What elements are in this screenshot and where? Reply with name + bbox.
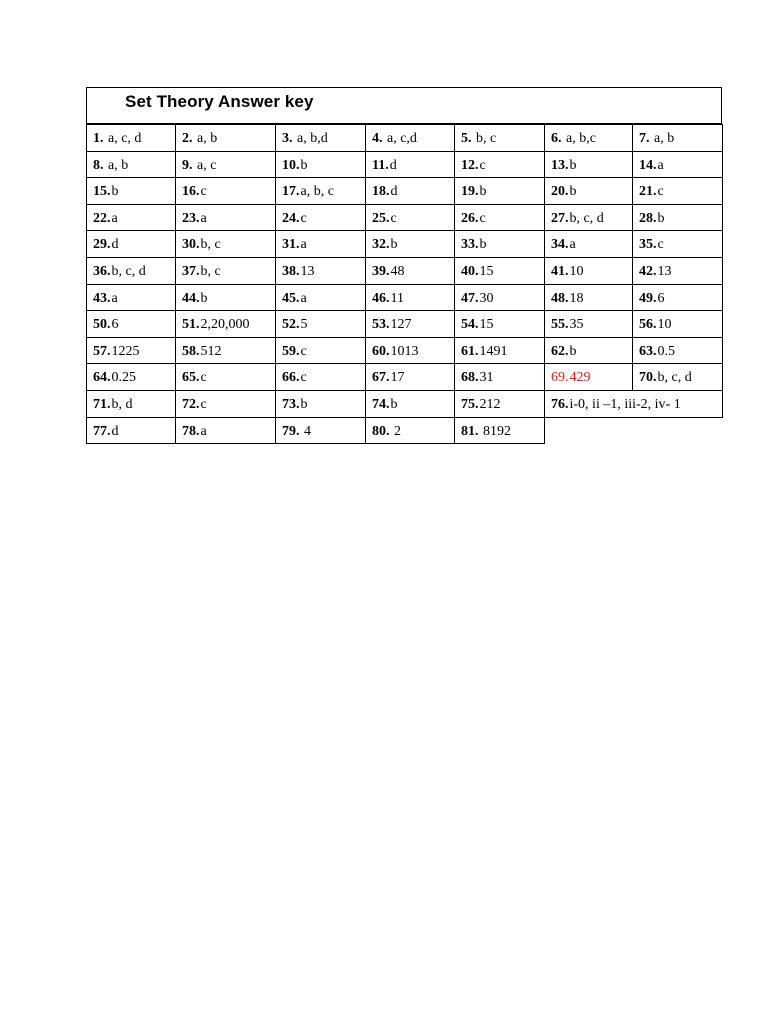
answer-value: b, c, d xyxy=(569,211,604,226)
question-number: 43. xyxy=(93,291,111,306)
question-number: 38. xyxy=(282,264,300,279)
question-number: 18. xyxy=(372,184,390,199)
answer-cell xyxy=(365,337,455,364)
question-number: 32. xyxy=(372,237,390,252)
answer-value: a xyxy=(569,237,576,252)
answer-value: 35 xyxy=(569,317,584,332)
answer-value: a xyxy=(300,291,307,306)
answer-cell xyxy=(275,204,366,231)
question-number: 54. xyxy=(461,317,479,332)
answer-cell xyxy=(365,257,455,285)
question-number: 65. xyxy=(182,370,200,385)
answer-value: b xyxy=(569,344,577,359)
question-number: 29. xyxy=(93,237,111,252)
answer-cell xyxy=(86,390,176,418)
answer-cell xyxy=(86,417,176,444)
answer-value: 8192 xyxy=(479,424,511,439)
answer-value: 17 xyxy=(390,370,405,385)
question-number: 44. xyxy=(182,291,200,306)
answer-value: b xyxy=(300,397,308,412)
question-number: 81. xyxy=(461,424,479,439)
answer-cell xyxy=(544,230,633,258)
answer-value: c xyxy=(479,211,486,226)
answer-value: 1491 xyxy=(479,344,508,359)
question-number: 42. xyxy=(639,264,657,279)
answer-value: c xyxy=(657,184,664,199)
answer-cell xyxy=(175,230,276,258)
answer-cell xyxy=(175,151,276,178)
answer-cell xyxy=(365,230,455,258)
question-number: 47. xyxy=(461,291,479,306)
question-number: 64. xyxy=(93,370,111,385)
answer-value: b xyxy=(300,158,308,173)
question-number: 41. xyxy=(551,264,569,279)
answer-cell xyxy=(454,177,545,205)
answer-value: a xyxy=(200,424,207,439)
answer-cell xyxy=(544,337,633,364)
answer-value: 11 xyxy=(390,291,404,306)
answer-cell xyxy=(632,363,723,391)
answer-value: 212 xyxy=(479,397,501,412)
answer-cell xyxy=(86,363,176,391)
question-number: 70. xyxy=(639,370,657,385)
question-number: 14. xyxy=(639,158,657,173)
answer-value: 13 xyxy=(657,264,672,279)
question-number: 2. xyxy=(182,131,193,146)
question-number: 62. xyxy=(551,344,569,359)
answer-value: c xyxy=(390,211,397,226)
question-number: 61. xyxy=(461,344,479,359)
answer-value: 1225 xyxy=(111,344,140,359)
question-number: 1. xyxy=(93,131,104,146)
answer-value: 30 xyxy=(479,291,494,306)
answer-value: b xyxy=(111,184,119,199)
question-number: 60. xyxy=(372,344,390,359)
question-number: 28. xyxy=(639,211,657,226)
question-number: 23. xyxy=(182,211,200,226)
answer-value: a, b xyxy=(104,158,129,173)
answer-value: b xyxy=(569,158,577,173)
answer-cell xyxy=(175,337,276,364)
answer-value: a, c xyxy=(193,158,217,173)
answer-value: b xyxy=(390,397,398,412)
question-number: 45. xyxy=(282,291,300,306)
question-number: 33. xyxy=(461,237,479,252)
answer-cell xyxy=(454,417,545,444)
answer-cell xyxy=(275,390,366,418)
answer-cell xyxy=(632,151,723,178)
question-number: 71. xyxy=(93,397,111,412)
question-number: 72. xyxy=(182,397,200,412)
answer-cell xyxy=(544,363,633,391)
answer-cell xyxy=(175,257,276,285)
question-number: 59. xyxy=(282,344,300,359)
question-number: 25. xyxy=(372,211,390,226)
answer-cell xyxy=(275,417,366,444)
answer-cell xyxy=(86,124,176,152)
answer-cell xyxy=(275,124,366,152)
question-number: 69. xyxy=(551,370,569,385)
question-number: 78. xyxy=(182,424,200,439)
answer-cell xyxy=(175,310,276,338)
answer-value: b, c xyxy=(200,237,221,252)
answer-value: b, c xyxy=(472,131,497,146)
answer-value: 2,20,000 xyxy=(200,317,250,332)
answer-cell xyxy=(544,310,633,338)
answer-cell xyxy=(275,177,366,205)
question-number: 80. xyxy=(372,424,390,439)
answer-value: 5 xyxy=(300,317,308,332)
answer-value: 18 xyxy=(569,291,584,306)
question-number: 5. xyxy=(461,131,472,146)
question-number: 57. xyxy=(93,344,111,359)
question-number: 9. xyxy=(182,158,193,173)
question-number: 49. xyxy=(639,291,657,306)
question-number: 40. xyxy=(461,264,479,279)
question-number: 68. xyxy=(461,370,479,385)
question-number: 12. xyxy=(461,158,479,173)
answer-value: 15 xyxy=(479,317,494,332)
answer-value: a, b,d xyxy=(293,131,328,146)
answer-value: 15 xyxy=(479,264,494,279)
answer-cell xyxy=(175,204,276,231)
answer-cell xyxy=(365,177,455,205)
answer-value: 10 xyxy=(569,264,584,279)
question-number: 26. xyxy=(461,211,479,226)
question-number: 53. xyxy=(372,317,390,332)
answer-cell xyxy=(365,417,455,444)
answer-cell xyxy=(544,151,633,178)
answer-value: 429 xyxy=(569,370,591,385)
answer-value: 13 xyxy=(300,264,315,279)
answer-cell xyxy=(632,337,723,364)
answer-cell xyxy=(365,390,455,418)
question-number: 50. xyxy=(93,317,111,332)
answer-cell xyxy=(632,230,723,258)
question-number: 17. xyxy=(282,184,300,199)
question-number: 20. xyxy=(551,184,569,199)
answer-cell xyxy=(544,390,723,418)
question-number: 63. xyxy=(639,344,657,359)
answer-cell xyxy=(86,310,176,338)
answer-value: a, b,c xyxy=(562,131,596,146)
answer-cell xyxy=(544,257,633,285)
answer-value: i-0, ii –1, iii-2, iv- 1 xyxy=(569,397,681,412)
answer-cell xyxy=(365,284,455,311)
answer-cell xyxy=(275,230,366,258)
question-number: 39. xyxy=(372,264,390,279)
answer-cell xyxy=(454,230,545,258)
question-number: 34. xyxy=(551,237,569,252)
question-number: 7. xyxy=(639,131,650,146)
answer-cell xyxy=(365,151,455,178)
answer-cell xyxy=(275,284,366,311)
answer-value: c xyxy=(300,370,307,385)
answer-value: c xyxy=(300,344,307,359)
answer-cell xyxy=(454,337,545,364)
answer-value: b, d xyxy=(111,397,133,412)
question-number: 24. xyxy=(282,211,300,226)
answer-cell xyxy=(454,204,545,231)
answer-value: c xyxy=(479,158,486,173)
answer-cell xyxy=(86,151,176,178)
answer-value: 6 xyxy=(111,317,119,332)
answer-cell xyxy=(632,284,723,311)
answer-value: 48 xyxy=(390,264,405,279)
answer-cell xyxy=(365,204,455,231)
question-number: 73. xyxy=(282,397,300,412)
answer-value: 512 xyxy=(200,344,222,359)
answer-cell xyxy=(275,363,366,391)
answer-cell xyxy=(544,177,633,205)
question-number: 15. xyxy=(93,184,111,199)
answer-cell xyxy=(454,284,545,311)
answer-value: b, c, d xyxy=(657,370,692,385)
answer-cell xyxy=(175,363,276,391)
answer-cell xyxy=(86,230,176,258)
question-number: 51. xyxy=(182,317,200,332)
question-number: 56. xyxy=(639,317,657,332)
answer-cell xyxy=(454,310,545,338)
answer-cell xyxy=(175,124,276,152)
question-number: 74. xyxy=(372,397,390,412)
answer-value: d xyxy=(389,158,397,173)
answer-value: 0.25 xyxy=(111,370,136,385)
question-number: 58. xyxy=(182,344,200,359)
answer-value: c xyxy=(200,370,207,385)
answer-cell xyxy=(365,363,455,391)
answer-cell xyxy=(454,363,545,391)
answer-cell xyxy=(454,390,545,418)
answer-cell xyxy=(365,124,455,152)
answer-cell xyxy=(275,151,366,178)
question-number: 76. xyxy=(551,397,569,412)
answer-cell xyxy=(544,124,633,152)
answer-value: a xyxy=(111,291,118,306)
answer-cell xyxy=(86,257,176,285)
answer-cell xyxy=(454,257,545,285)
question-number: 46. xyxy=(372,291,390,306)
question-number: 21. xyxy=(639,184,657,199)
answer-value: a xyxy=(111,211,118,226)
question-number: 31. xyxy=(282,237,300,252)
answer-value: 1013 xyxy=(390,344,419,359)
question-number: 55. xyxy=(551,317,569,332)
answer-cell xyxy=(86,177,176,205)
answer-value: 0.5 xyxy=(657,344,675,359)
answer-value: a, b, c xyxy=(300,184,334,199)
answer-value: 10 xyxy=(657,317,672,332)
question-number: 79. xyxy=(282,424,300,439)
question-number: 27. xyxy=(551,211,569,226)
answer-value: b xyxy=(479,237,487,252)
answer-value: 127 xyxy=(390,317,412,332)
question-number: 10. xyxy=(282,158,300,173)
question-number: 36. xyxy=(93,264,111,279)
answer-cell xyxy=(275,337,366,364)
title-box xyxy=(86,87,722,124)
answer-value: a xyxy=(200,211,207,226)
answer-cell xyxy=(275,257,366,285)
answer-value: b xyxy=(479,184,487,199)
answer-value: b, c xyxy=(200,264,221,279)
question-number: 66. xyxy=(282,370,300,385)
answer-cell xyxy=(632,257,723,285)
answer-value: b xyxy=(390,237,398,252)
answer-value: c xyxy=(657,237,664,252)
answer-value: c xyxy=(200,184,207,199)
question-number: 67. xyxy=(372,370,390,385)
answer-cell xyxy=(544,204,633,231)
answer-cell xyxy=(175,284,276,311)
answer-value: a xyxy=(300,237,307,252)
question-number: 16. xyxy=(182,184,200,199)
answer-value: c xyxy=(300,211,307,226)
answer-value: b xyxy=(569,184,577,199)
answer-value: a, b xyxy=(193,131,218,146)
question-number: 35. xyxy=(639,237,657,252)
question-number: 8. xyxy=(93,158,104,173)
answer-value: b xyxy=(657,211,665,226)
page-title: Set Theory Answer key xyxy=(125,92,314,111)
question-number: 75. xyxy=(461,397,479,412)
answer-cell xyxy=(86,337,176,364)
answer-value: b xyxy=(200,291,208,306)
answer-value: 31 xyxy=(479,370,494,385)
answer-cell xyxy=(86,204,176,231)
answer-value: c xyxy=(200,397,207,412)
answer-cell xyxy=(454,124,545,152)
answer-cell xyxy=(544,284,633,311)
answer-value: a, b xyxy=(650,131,675,146)
question-number: 19. xyxy=(461,184,479,199)
answer-value: d xyxy=(111,424,119,439)
answer-cell xyxy=(632,310,723,338)
question-number: 22. xyxy=(93,211,111,226)
answer-value: a, c,d xyxy=(383,131,417,146)
answer-value: a, c, d xyxy=(104,131,142,146)
answer-cell xyxy=(175,177,276,205)
question-number: 52. xyxy=(282,317,300,332)
answer-cell xyxy=(632,177,723,205)
answer-cell xyxy=(365,310,455,338)
answer-value: 6 xyxy=(657,291,665,306)
answer-cell xyxy=(275,310,366,338)
question-number: 37. xyxy=(182,264,200,279)
question-number: 4. xyxy=(372,131,383,146)
question-number: 11. xyxy=(372,158,389,173)
answer-value: a xyxy=(657,158,664,173)
question-number: 13. xyxy=(551,158,569,173)
answer-value: d xyxy=(111,237,119,252)
answer-cell xyxy=(86,284,176,311)
answer-cell xyxy=(175,390,276,418)
answer-value: b, c, d xyxy=(111,264,146,279)
answer-cell xyxy=(175,417,276,444)
question-number: 77. xyxy=(93,424,111,439)
answer-cell xyxy=(632,204,723,231)
answer-cell xyxy=(632,124,723,152)
question-number: 3. xyxy=(282,131,293,146)
answer-value: d xyxy=(390,184,398,199)
answer-cell xyxy=(454,151,545,178)
question-number: 48. xyxy=(551,291,569,306)
answer-value: 4 xyxy=(300,424,311,439)
question-number: 30. xyxy=(182,237,200,252)
question-number: 6. xyxy=(551,131,562,146)
answer-value: 2 xyxy=(390,424,401,439)
